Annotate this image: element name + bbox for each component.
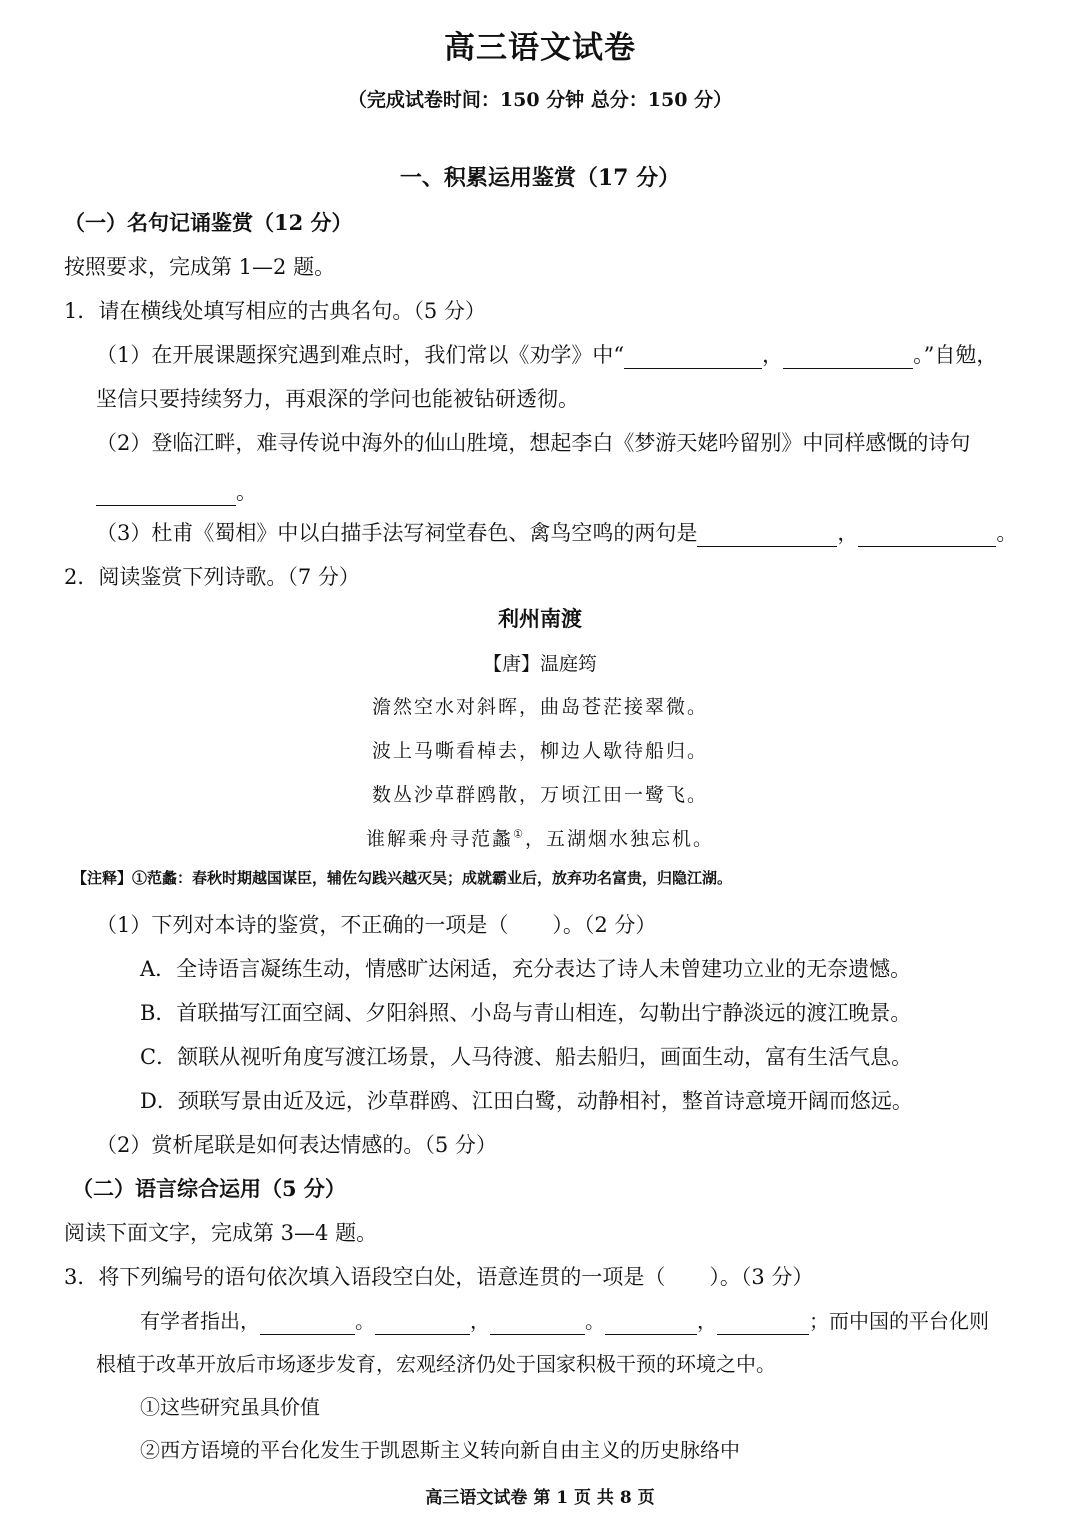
q3-punct: ，: [697, 1309, 717, 1333]
q3-stem-text: 3．将下列编号的语句依次填入语段空白处，语意连贯的一项是（: [64, 1265, 666, 1289]
question-1-1-cont: 坚信只要持续努力，再艰深的学问也能被钻研透彻。: [96, 387, 579, 411]
poem-line-tail: ，五湖烟水独忘机。: [524, 828, 714, 850]
question-1-2: （2）登临江畔，难寻传说中海外的仙山胜境，想起李白《梦游天姥吟留别》中同样感慨的诗句: [96, 431, 971, 455]
answer-blank[interactable]: [624, 346, 762, 369]
q3-stem-end: ）。（3 分）: [709, 1265, 814, 1289]
q3-punct: ，: [470, 1309, 490, 1333]
question-1-2-blank-line: [96, 478, 257, 506]
answer-blank[interactable]: [96, 483, 236, 506]
option-c: C．颔联从视听角度写渡江场景，人马待渡、船去船归，画面生动，富有生活气息。: [140, 1045, 913, 1069]
answer-blank[interactable]: [490, 1312, 585, 1335]
answer-blank[interactable]: [783, 346, 913, 369]
q2-1-end: ）。（2 分）: [552, 913, 657, 937]
part-title: （二）语言综合运用（5 分）: [72, 1176, 346, 1201]
answer-blank[interactable]: [375, 1312, 470, 1335]
question-2-1: [96, 911, 656, 939]
page-title: 高三语文试卷: [444, 30, 636, 66]
question-3-passage: [140, 1307, 989, 1335]
answer-blank[interactable]: [605, 1312, 697, 1335]
q1-2-end: 。: [236, 480, 257, 504]
question-1-1: [96, 341, 997, 369]
question-1-stem: 1．请在横线处填写相应的古典名句。（5 分）: [64, 299, 486, 323]
section-title: 一、积累运用鉴赏（17 分）: [399, 165, 681, 191]
q1-1-text: （1）在开展课题探究遇到难点时，我们常以《劝学》中“: [96, 343, 625, 367]
poem-line: 波上马嘶看棹去，柳边人歇待船归。: [371, 740, 708, 762]
poem-line-head: 谁解乘舟寻范蠡: [366, 828, 514, 850]
q3-passage-head: 有学者指出，: [140, 1309, 260, 1333]
question-3-passage-cont: 根植于改革开放后市场逐步发育，宏观经济仍处于国家积极干预的环境之中。: [96, 1352, 776, 1376]
q3-punct: 。: [355, 1309, 375, 1333]
q3-item-1: ①这些研究虽具价值: [140, 1395, 320, 1419]
option-d: D．颈联写景由近及远，沙草群鸥、江田白鹭，动静相衬，整首诗意境开阔而悠远。: [140, 1089, 913, 1113]
part-title: （一）名句记诵鉴赏（12 分）: [64, 210, 353, 235]
q2-1-text: （1）下列对本诗的鉴赏，不正确的一项是（: [96, 913, 509, 937]
question-2-2: （2）赏析尾联是如何表达情感的。（5 分）: [96, 1133, 497, 1157]
instruction: 按照要求，完成第 1—2 题。: [64, 255, 336, 279]
poem-line: 澹然空水对斜晖，曲岛苍茫接翠微。: [371, 696, 708, 718]
poem-title: 利州南渡: [498, 606, 582, 631]
poem-line: 数丛沙草群鸥散，万顷江田一鹭飞。: [371, 784, 708, 806]
footnote-marker: ①: [513, 827, 525, 841]
exam-meta: （完成试卷时间：150 分钟 总分：150 分）: [347, 89, 733, 111]
q1-1-sep: ，: [762, 343, 784, 367]
option-a: A．全诗语言凝练生动，情感旷达闲适，充分表达了诗人未曾建功立业的无奈遗憾。: [140, 957, 912, 981]
q1-3-sep: ，: [837, 521, 859, 545]
answer-blank[interactable]: [717, 1312, 809, 1335]
question-3-stem: [64, 1263, 813, 1291]
q3-passage-tail: ；而中国的平台化则: [809, 1309, 989, 1333]
q3-punct: 。: [585, 1309, 605, 1333]
answer-blank[interactable]: [260, 1312, 355, 1335]
q1-3-end: 。: [996, 521, 1018, 545]
answer-blank[interactable]: [697, 524, 837, 547]
q1-1-end: 。”自勉，: [913, 343, 998, 367]
option-b: B．首联描写江面空阔、夕阳斜照、小岛与青山相连，勾勒出宁静淡远的渡江晚景。: [140, 1001, 912, 1025]
question-1-3: [96, 519, 1017, 547]
poem-note: 【注释】①范蠡：春秋时期越国谋臣，辅佐勾践兴越灭吴；成就霸业后，放弃功名富贵，归隐江湖。: [72, 869, 733, 887]
page-footer: 高三语文试卷 第 1 页 共 8 页: [425, 1488, 655, 1508]
question-2-stem: 2．阅读鉴赏下列诗歌。（7 分）: [64, 565, 360, 589]
q3-item-2: ②西方语境的平台化发生于凯恩斯主义转向新自由主义的历史脉络中: [140, 1438, 740, 1462]
instruction: 阅读下面文字，完成第 3—4 题。: [64, 1221, 378, 1245]
poem-line: [0, 825, 1080, 853]
poem-author: 【唐】温庭筠: [482, 653, 597, 675]
answer-blank[interactable]: [858, 524, 996, 547]
q1-3-text: （3）杜甫《蜀相》中以白描手法写祠堂春色、禽鸟空鸣的两句是: [96, 521, 698, 545]
